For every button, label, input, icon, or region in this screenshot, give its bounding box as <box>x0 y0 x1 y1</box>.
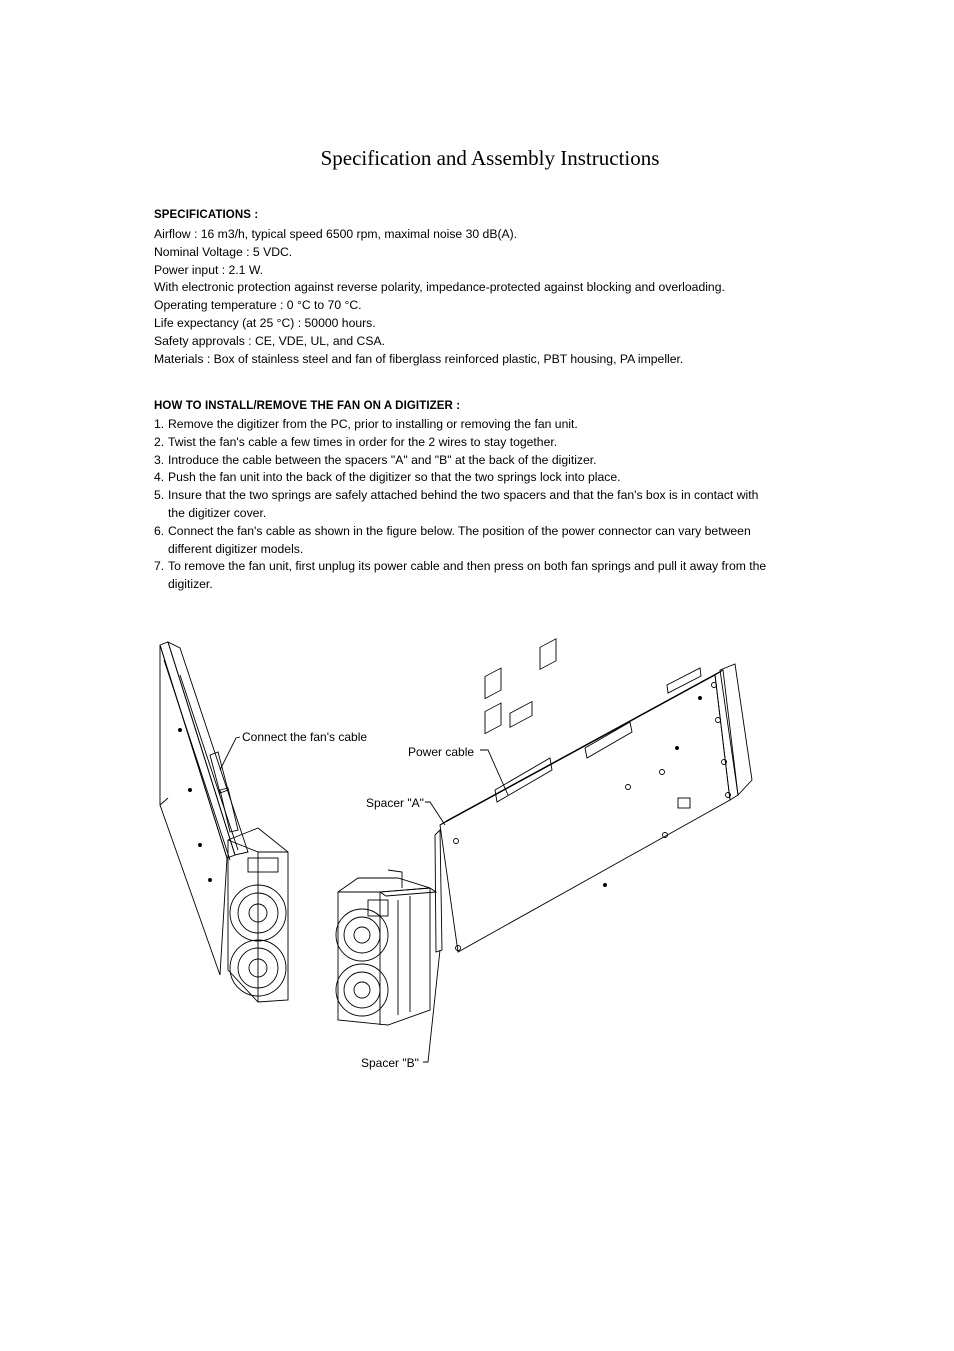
spacer-b-label: Spacer "B" <box>361 1056 419 1070</box>
spacer-b-leader <box>423 950 440 1062</box>
install-step: 5. Insure that the two springs are safely attached behind the two spacers and that the fan's box is in contact with the digitizer cover. <box>154 488 759 520</box>
install-step: 7. To remove the fan unit, first unplug its power cable and then press on both fan springs and pull it away from the digitizer. <box>154 559 767 592</box>
power-cable-leader <box>480 750 508 795</box>
assembly-figure <box>140 630 780 1080</box>
spec-line-temperature: Operating temperature : 0 °C to 70 °C. <box>154 298 362 313</box>
left-board-drawing <box>160 642 248 975</box>
install-step: 4. Push the fan unit into the back of the digitizer so that the two springs lock into place. <box>154 470 621 485</box>
spec-line-materials: Materials : Box of stainless steel and fan of fiberglass reinforced plastic, PBT housing, PA impeller. <box>154 351 684 366</box>
install-step: 3. Introduce the cable between the spacers "A" and "B" at the back of the digitizer. <box>154 452 597 467</box>
specifications-heading: SPECIFICATIONS : <box>154 209 259 221</box>
spec-line-safety: Safety approvals : CE, VDE, UL, and CSA. <box>154 333 385 348</box>
spec-line-life: Life expectancy (at 25 °C) : 50000 hours. <box>154 315 376 330</box>
connect-cable-label: Connect the fan's cable <box>242 730 368 744</box>
install-step: 6. Connect the fan's cable as shown in the figure below. The position of the power connector can vary between different digitizer models. <box>154 523 751 556</box>
assembly-drawing <box>140 630 780 1080</box>
specifications-list <box>154 226 725 368</box>
spec-line-power: Power input : 2.1 W. <box>154 262 264 277</box>
right-board-drawing <box>435 630 752 952</box>
connect-cable-leader <box>220 737 240 770</box>
install-heading: HOW TO INSTALL/REMOVE THE FAN ON A DIGITIZER : <box>154 400 461 412</box>
install-steps <box>154 416 768 594</box>
spec-line-voltage: Nominal Voltage : 5 VDC. <box>154 244 293 259</box>
middle-fan-unit-drawing <box>336 870 436 1025</box>
spec-line-airflow: Airflow : 16 m3/h, typical speed 6500 rpm, maximal noise 30 dB(A). <box>154 227 518 241</box>
spacer-a-label: Spacer "A" <box>366 796 424 810</box>
install-step: 1. Remove the digitizer from the PC, prior to installing or removing the fan unit. <box>154 417 578 431</box>
spacer-a-leader <box>425 802 445 825</box>
spec-line-protection: With electronic protection against reverse polarity, impedance-protected against blocking and overloading. <box>154 280 725 295</box>
install-step: 2. Twist the fan's cable a few times in order for the 2 wires to stay together. <box>154 434 558 449</box>
page-title: Specification and Assembly Instructions <box>320 146 660 170</box>
power-cable-label: Power cable <box>408 745 475 759</box>
